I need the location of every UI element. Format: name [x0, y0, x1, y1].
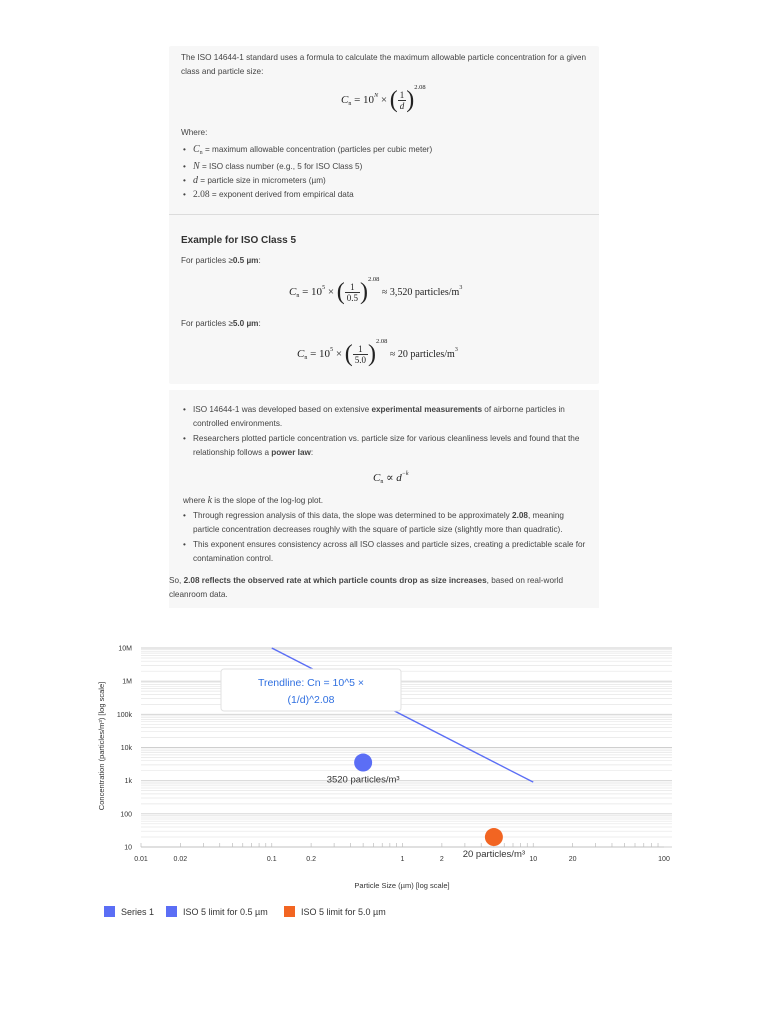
chart [96, 636, 676, 896]
x-tick-label: 100 [658, 856, 670, 863]
trendline-annotation-line1: Trendline: Cn = 10^5 × [257, 677, 365, 689]
legend-label: Series 1 [121, 907, 155, 917]
power-law-equation: $C_n \propto d^{-k}$ [373, 471, 409, 485]
x-tick-label: 10 [529, 856, 538, 863]
x-tick-label: 0.02 [173, 856, 188, 863]
definitions-list [181, 143, 589, 202]
x-axis-title: Particle Size (µm) [log scale] [354, 881, 450, 890]
formula-panel [169, 46, 599, 384]
x-tick-label: 1 [400, 856, 405, 863]
main-equation: $C_n = 10^N$ × ( $\frac{1}{d}$ )$^{2.08}$ [341, 84, 426, 113]
trendline-annotation-line2: (1/d)^2.08 [287, 694, 335, 706]
where-label: Where: [181, 128, 208, 137]
x-tick-label: 2 [439, 856, 444, 863]
legend-item[interactable] [284, 906, 386, 917]
y-tick-label: 10 [124, 844, 132, 852]
y-axis-title: Concentration (particles/m³) [log scale] [97, 681, 106, 811]
example1-equation: $C_n = 10^5$ × ( $\frac{1}{0.5}$ )$^{2.08}$ ≈ 3,520 particles/$m^3$ [289, 276, 463, 305]
chart-svg [96, 636, 676, 896]
definition-item: • N = ISO class number (e.g., 5 for ISO Class 5) [181, 160, 589, 174]
legend-swatch [166, 906, 177, 917]
example2-label: For particles ≥5.0 µm: [181, 319, 261, 328]
explanation-item: • ISO 14644-1 was developed based on extensive experimental measurements of airborne particles in controlled environments. [181, 403, 589, 431]
definition-item: • $C_n$ = maximum allowable concentration (particles per cubic meter) [181, 143, 589, 160]
legend-swatch [284, 906, 295, 917]
x-tick-label: 0.1 [266, 856, 277, 863]
summary-text: So, 2.08 reflects the observed rate at which particle counts drop as size increases, based on real-world cleanroom data. [169, 576, 564, 599]
definition-item: • d = particle size in micrometers (µm) [181, 174, 589, 188]
explanation-item: • This exponent ensures consistency across all ISO classes and particle sizes, creating a predictable scale for contamination control. [181, 538, 589, 566]
explanation-panel [169, 390, 599, 608]
legend-swatch [104, 906, 115, 917]
y-tick-label: 10M [118, 645, 132, 653]
y-tick-label: 100 [120, 811, 132, 819]
legend-label: ISO 5 limit for 0.5 µm [183, 907, 268, 917]
y-tick-label: 100k [116, 711, 132, 719]
legend-item[interactable] [166, 906, 268, 917]
y-tick-label: 10k [120, 745, 132, 752]
where-k-text: where k is the slope of the log-log plot. [183, 495, 324, 506]
example1-label: For particles ≥0.5 µm: [181, 256, 261, 265]
example-heading: Example for ISO Class 5 [181, 235, 297, 246]
formula-intro: The ISO 14644-1 standard uses a formula to calculate the maximum allowable particle concentration for a given class and particle size: [181, 53, 587, 76]
data-point-label: 20 particles/m³ [462, 849, 526, 861]
legend-label: ISO 5 limit for 5.0 µm [301, 907, 386, 917]
legend-item[interactable] [104, 906, 154, 917]
explanation-item: • Researchers plotted particle concentration vs. particle size for various cleanliness levels and found that the relationship follows a power law: [181, 432, 589, 460]
x-tick-label: 20 [568, 856, 577, 863]
data-point [354, 754, 372, 772]
explanation-list [181, 403, 589, 460]
x-tick-label: 0.01 [134, 856, 148, 863]
data-point-label: 3520 particles/m³ [326, 774, 400, 786]
divider [169, 214, 599, 215]
data-point [485, 828, 503, 846]
trendline [272, 648, 534, 782]
explanation-item: • Through regression analysis of this data, the slope was determined to be approximately 2.08, meaning particle concentration decreases roughly with the square of particle size (slightly more than quadratic). [181, 509, 589, 537]
explanation-list-2 [181, 509, 589, 566]
y-tick-label: 1k [124, 778, 132, 786]
y-tick-label: 1M [122, 678, 132, 686]
definition-item: • 2.08 = exponent derived from empirical data [181, 188, 589, 202]
example2-equation: $C_n = 10^5$ × ( $\frac{1}{5.0}$ )$^{2.08}$ ≈ 20 particles/$m^3$ [297, 338, 458, 367]
x-tick-label: 0.2 [306, 856, 316, 863]
